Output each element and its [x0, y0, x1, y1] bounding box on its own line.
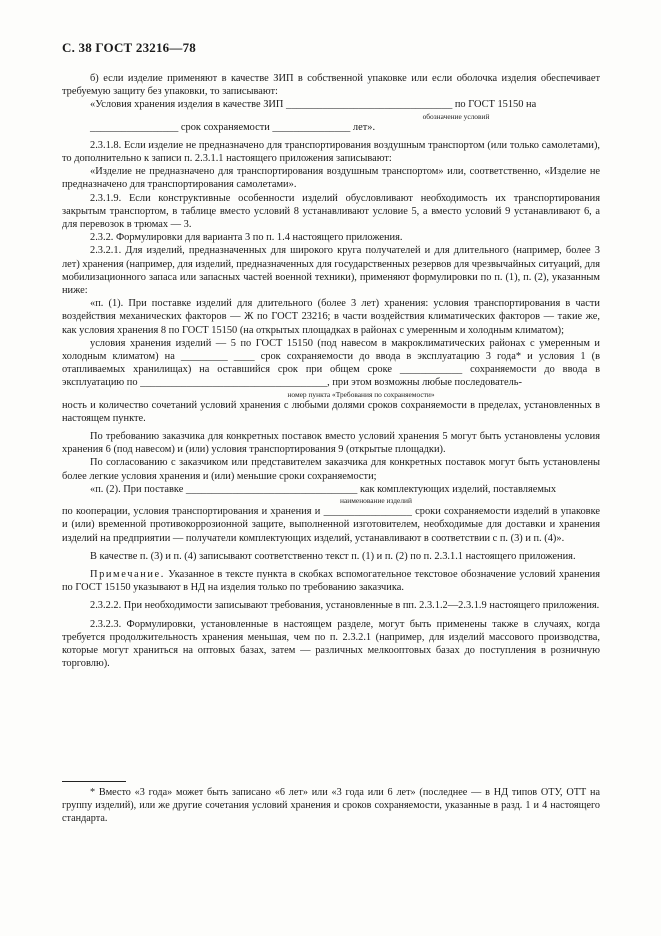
document-body — [62, 72, 600, 670]
footnote-text: * Вместо «3 года» может быть записано «6 лет» или «3 года или 6 лет» (последнее — в НД типов ОТУ, ОТТ на группу изделий), или же другие сочетания условий хранения и сроков сохраняемости, указанные в разд. 1 и 4 настоящего стандарта. — [62, 787, 600, 824]
paragraph-items-3-4: В качестве п. (3) и п. (4) записывают соответственно текст п. (1) и п. (2) по п. 2.3.1.1 настоящего приложения. — [90, 550, 576, 562]
quote-zip-line-1: «Условия хранения изделия в качестве ЗИП ________________________________ по ГОСТ 15150 на — [90, 99, 537, 111]
page-header: С. 38 ГОСТ 23216—78 — [62, 40, 196, 55]
note-label: Примечание. — [90, 568, 165, 580]
note-text: Указанное в тексте пункта в скобках вспомогательное текстовое обозначение условий хранения по ГОСТ 15150 указывают в НД на изделия только по требованию заказчика. — [62, 568, 600, 594]
quote-item-2: «п. (2). При поставке _________________________________ как комплектующих изделий, поставляемых — [90, 483, 557, 495]
paragraph-agreement: По согласованию с заказчиком или представителем заказчика для конкретных поставок могут быть установлены более легкие условия хранения и (или) меньшие сроки сохраняемости; — [62, 457, 600, 482]
paragraph-2-3-2-3: 2.3.2.3. Формулировки, установленные в настоящем разделе, могут быть применены также в случаях, когда требуется продолжительность хранения меньшая, чем по п. 2.3.2.1 (например, для изделий массового производства, которые могут храниться на оптовых базах, затем — различных мелкооптовых базах до поступления в розничную торговлю). — [62, 618, 600, 670]
note-paragraph — [62, 568, 600, 594]
caption-requirements-item: номер пункта «Требования по сохраняемости» — [287, 389, 435, 399]
paragraph-customer-requirement: По требованию заказчика для конкретных поставок вместо условий хранения 5 могут быть установлены условия хранения 6 (под навесом) и (или) условия транспортирования 9 (открытые площадки). — [62, 431, 600, 456]
paragraph-2-3-2-1: 2.3.2.1. Для изделий, предназначенных для широкого круга получателей и для длительного (например, более 3 лет) хранения (например, для изделий, предназначенных для государственных резервов для чрезвычайных ситуаций, для мобилизационного запаса или запасных частей военной техники), применяют формулировки по п. (1), п. (2), указанным ниже: — [62, 245, 600, 297]
quote-item-1-storage: условия хранения изделий — 5 по ГОСТ 15150 (под навесом в макроклиматических районах с умеренным и холодным климатом) на _________ ____ срок сохраняемости до ввода в эксплуатацию 3 года* и условия 1 (в отапливаемых хранилищах) на оставшийся срок при общем сроке ____________ сохраняемости до ввода в эксплуатацию по ____________________________________, при этом возможны любые последователь- — [62, 337, 600, 389]
paragraph-2-3-1-9: 2.3.1.9. Если конструктивные особенности изделий обусловливают необходимость их транспортирования закрытым транспортом, в таблице вместо условий 8 устанавливают условие 5, а вместо условий 9 устанавливают 6, а для перевозок в трюмах — 3. — [62, 192, 600, 231]
paragraph-b-intro: б) если изделие применяют в качестве ЗИП в собственной упаковке или если оболочка изделия обеспечивает требуемую защиту без упаковки, то записывают: — [62, 73, 600, 98]
caption-product-name: наименование изделий — [340, 496, 412, 506]
caption-condition-designation: обозначение условий — [422, 111, 490, 121]
quote-zip-line-2: _________________ срок сохраняемости _______________ лет». — [90, 121, 376, 133]
footnote-divider — [62, 781, 126, 782]
footnote — [62, 786, 600, 825]
quote-item-2-continued: по кооперации, условия транспортирования и хранения и _________________ сроки сохраняемости изделий в упаковке и (или) временной противокоррозионной защите, выполненной изготовителем, необходимые для доставки и хранения изделий на предприятии — получатели комплектующих изделий, устанавливают в соответствии с п. (3) и п. (4)». — [62, 506, 600, 544]
quote-item-1-continued: ность и количество сочетаний условий хранения с любыми долями сроков сохраняемости в пределах, установленных в настоящем пункте. — [62, 399, 600, 424]
paragraph-2-3-1-8: 2.3.1.8. Если изделие не предназначено для транспортирования воздушным транспортом (или только самолетами), то дополнительно к записи п. 2.3.1.1 настоящего приложения записывают: — [62, 139, 600, 165]
paragraph-2-3-2: 2.3.2. Формулировки для варианта 3 по п. 1.4 настоящего приложения. — [90, 232, 403, 244]
paragraph-2-3-2-2: 2.3.2.2. При необходимости записывают требования, установленные в пп. 2.3.1.2—2.3.1.9 настоящего приложения. — [90, 600, 600, 612]
paragraph-2-3-1-8-quote: «Изделие не предназначено для транспортирования воздушным транспортом» или, соответственно, «Изделие не предназначено для транспортирования самолетами». — [62, 166, 600, 191]
quote-item-1: «п. (1). При поставке изделий для длительного (более 3 лет) хранения: условия транспортирования в части воздействия механических факторов — Ж по ГОСТ 23216; в части воздействия климатических факторов — такие же, как условия хранения 8 по ГОСТ 15150 (на открытых площадках в районах с умеренным и холодным климатом); — [62, 298, 600, 336]
